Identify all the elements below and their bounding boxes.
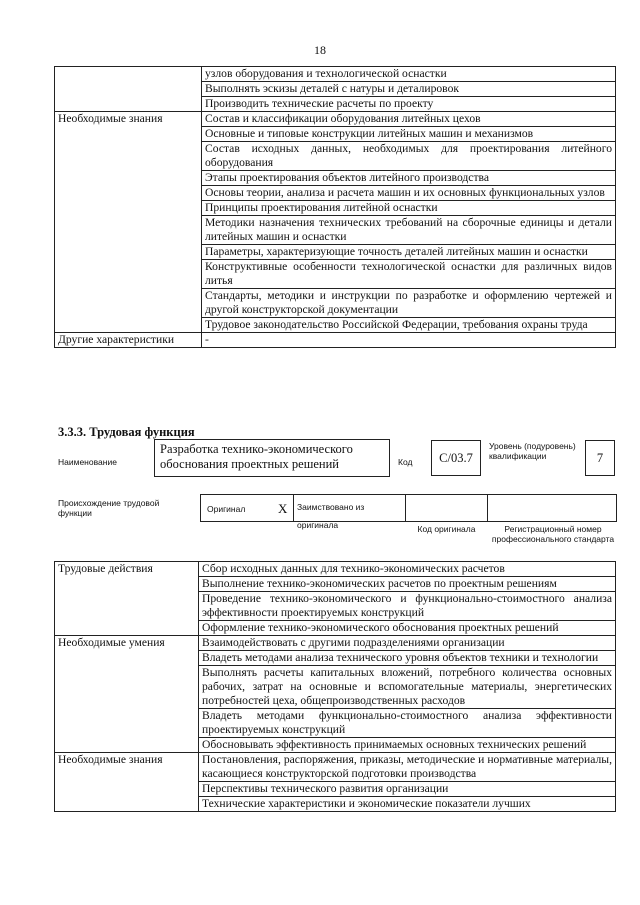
list-item: Сбор исходных данных для технико-экономических расчетов — [199, 562, 616, 577]
list-item: Принципы проектирования литейной оснастки — [202, 201, 616, 216]
list-item: Методики назначения технических требований на сборочные единицы и детали литейных машин и оснастки — [202, 216, 616, 245]
list-item: Производить технические расчеты по проекту — [202, 97, 616, 112]
list-item: Проведение технико-экономического и функционально-стоимостного анализа эффективности проектируемых конструкций — [199, 592, 616, 621]
row-label: Другие характеристики — [55, 333, 202, 348]
row-label — [55, 67, 202, 112]
list-item: - — [202, 333, 616, 348]
list-item: Взаимодействовать с другими подразделениями организации — [199, 636, 616, 651]
table-row — [55, 562, 616, 577]
list-item: Состав исходных данных, необходимых для проектирования литейного оборудования — [202, 142, 616, 171]
code-value-box — [431, 440, 481, 476]
row-label: Необходимые знания — [55, 753, 199, 812]
list-item: узлов оборудования и технологической оснастки — [202, 67, 616, 82]
list-item: Обосновывать эффективность принимаемых основных технических решений — [199, 738, 616, 753]
table-row — [55, 112, 616, 127]
original-box — [200, 494, 294, 522]
list-item: Стандарты, методики и инструкции по разработке и оформлению чертежей и другой конструкторской документации — [202, 289, 616, 318]
page-number: 18 — [314, 43, 326, 57]
list-item: Владеть методами функционально-стоимостного анализа эффективности проектируемых конструкций — [199, 709, 616, 738]
code-original-box — [405, 494, 488, 522]
original-label: Оригинал — [207, 504, 246, 514]
list-item: Выполнять расчеты капитальных вложений, потребного количества основных рабочих, затрат на основные и вспомогательные материалы, энергетических потребностей цеха, общепроизводственных расходов — [199, 666, 616, 709]
name-label: Наименование — [58, 457, 117, 467]
function-name-box — [154, 439, 390, 477]
list-item: Трудовое законодательство Российской Федерации, требования охраны труда — [202, 318, 616, 333]
table-row — [55, 636, 616, 651]
list-item: Перспективы технического развития организации — [199, 782, 616, 797]
section-heading: 3.3.3. Трудовая функция — [58, 425, 195, 439]
table-row — [55, 333, 616, 348]
list-item: Основные и типовые конструкции литейных машин и механизмов — [202, 127, 616, 142]
code-value: С/03.7 — [439, 451, 473, 465]
list-item: Технические характеристики и экономические показатели лучших — [199, 797, 616, 812]
origin-label: Происхождение трудовой функции — [58, 498, 160, 518]
borrowed-box — [293, 494, 406, 530]
list-item: Выполнение технико-экономических расчетов по проектным решениям — [199, 577, 616, 592]
list-item: Постановления, распоряжения, приказы, методические и нормативные материалы, касающиеся конструкторской подготовки производства — [199, 753, 616, 782]
list-item: Владеть методами анализа технического уровня объектов техники и технологии — [199, 651, 616, 666]
list-item: Оформление технико-экономического обоснования проектных решений — [199, 621, 616, 636]
row-label: Необходимые умения — [55, 636, 199, 753]
level-value: 7 — [596, 451, 604, 465]
original-mark: X — [278, 501, 288, 516]
reg-number-caption: Регистрационный номер профессионального стандарта — [491, 524, 615, 544]
list-item: Этапы проектирования объектов литейного производства — [202, 171, 616, 186]
code-original-caption: Код оригинала — [417, 524, 476, 534]
level-label: Уровень (подуровень) квалификации — [489, 441, 576, 461]
level-value-box — [585, 440, 615, 476]
row-label: Трудовые действия — [55, 562, 199, 636]
list-item: Параметры, характеризующие точность деталей литейных машин и оснастки — [202, 245, 616, 260]
labor-function-table — [54, 561, 616, 812]
knowledge-table-top — [54, 66, 616, 348]
table-row — [55, 753, 616, 782]
reg-number-box — [487, 494, 617, 522]
borrowed-label: Заимствовано из оригинала — [297, 502, 365, 530]
list-item: Конструктивные особенности технологической оснастки для различных видов литья — [202, 260, 616, 289]
table-row — [55, 67, 616, 82]
code-label: Код — [398, 457, 413, 467]
row-label: Необходимые знания — [55, 112, 202, 333]
list-item: Основы теории, анализа и расчета машин и их основных функциональных узлов — [202, 186, 616, 201]
list-item: Выполнять эскизы деталей с натуры и деталировок — [202, 82, 616, 97]
function-name: Разработка технико-экономического обоснования проектных решений — [160, 442, 353, 471]
list-item: Состав и классификации оборудования литейных цехов — [202, 112, 616, 127]
